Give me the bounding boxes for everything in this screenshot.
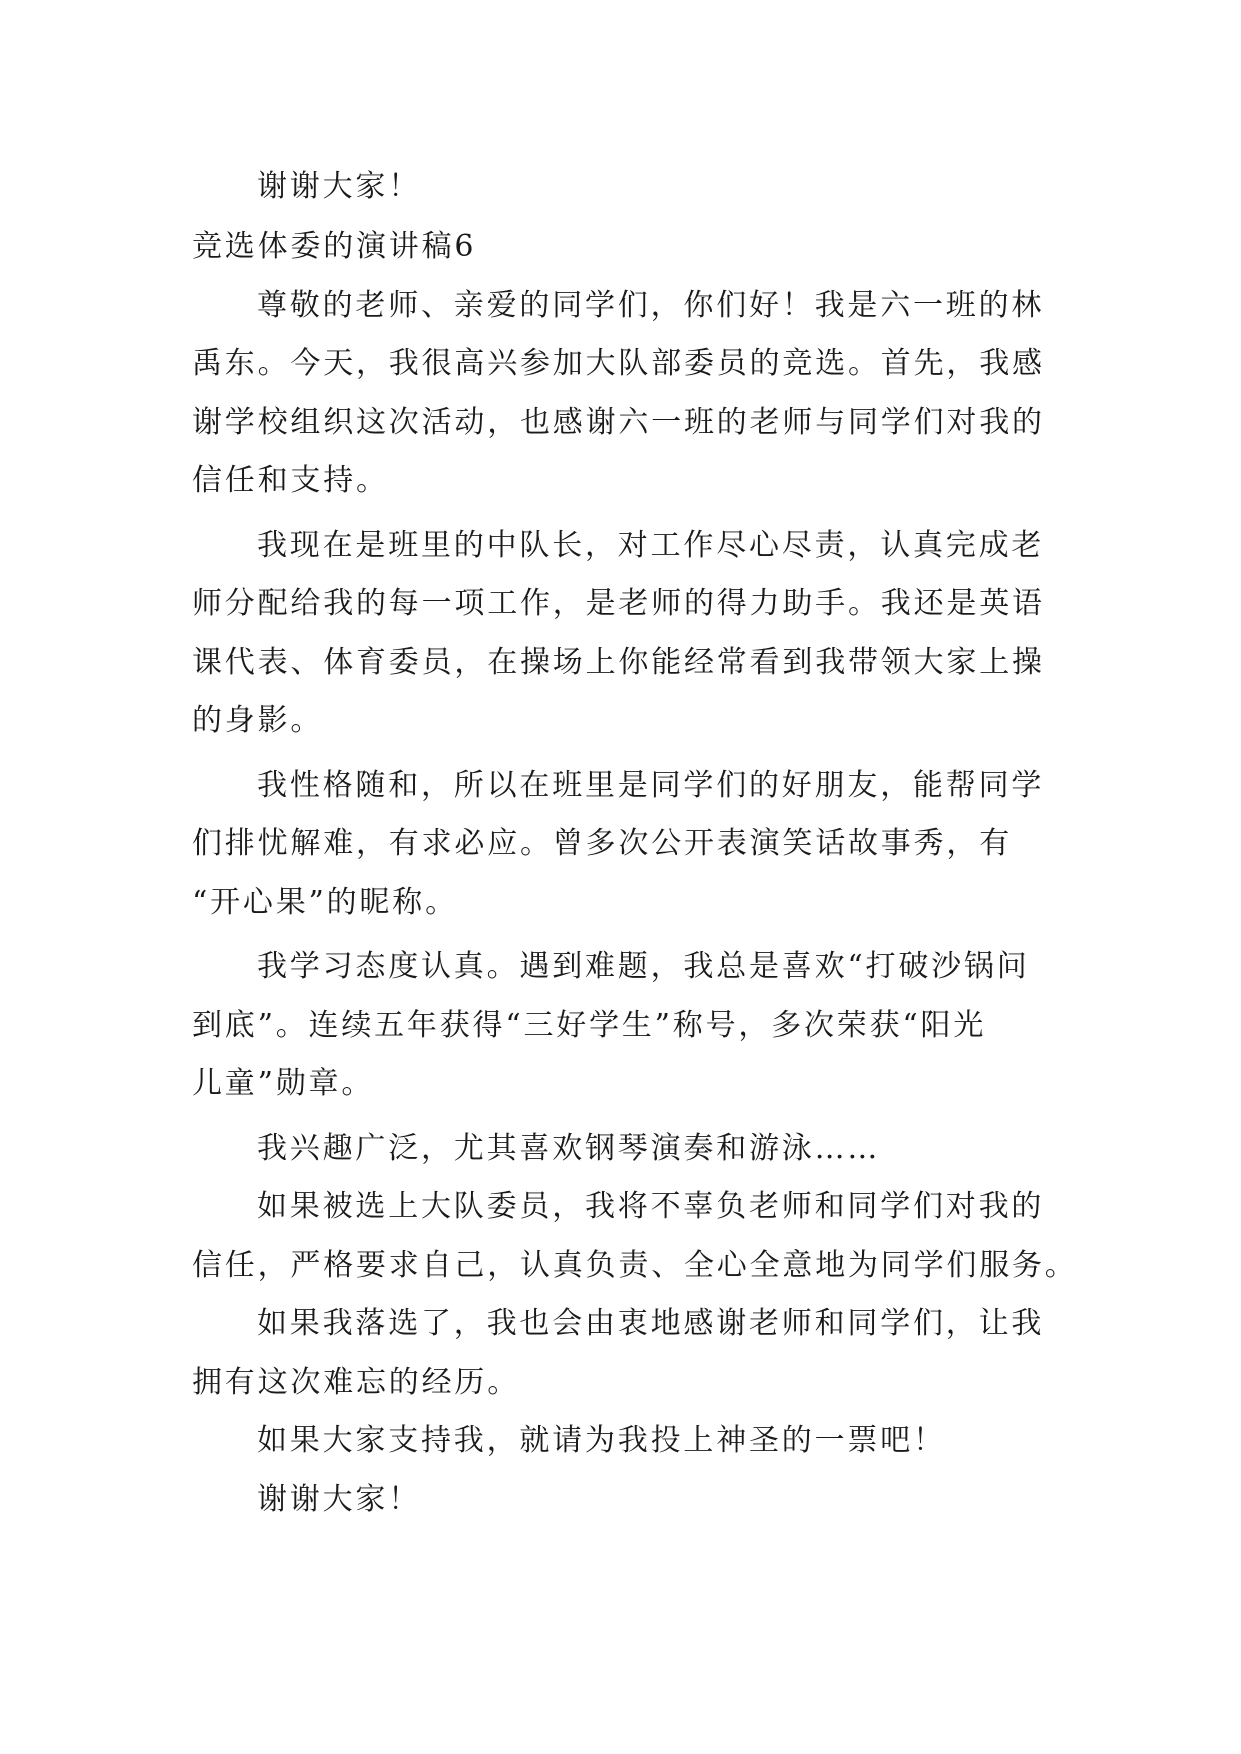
paragraph-6-line-1: 如果被选上大队委员，我将不辜负老师和同学们对我的 [257,1189,1045,1224]
closing-thanks-previous: 谢谢大家！ [257,169,421,204]
paragraph-1-line-4: 信任和支持。 [192,463,389,498]
paragraph-3-line-1: 我性格随和，所以在班里是同学们的好朋友，能帮同学 [257,767,1045,803]
paragraph-5-line-1: 我兴趣广泛，尤其喜欢钢琴演奏和游泳…… [257,1130,881,1166]
paragraph-1-line-1: 尊敬的老师、亲爱的同学们，你们好！我是六一班的林 [257,287,1045,323]
section-title: 竞选体委的演讲稿6 [192,228,477,264]
paragraph-4-line-3: 儿童”勋章。 [192,1066,375,1101]
paragraph-1-line-3: 谢学校组织这次活动，也感谢六一班的老师与同学们对我的 [192,404,1045,440]
paragraph-4-line-1: 我学习态度认真。遇到难题，我总是喜欢“打破沙锅问 [257,949,1030,984]
paragraph-4-line-2: 到底”。连续五年获得“三好学生”称号，多次荣获“阳光 [192,1007,987,1043]
paragraph-7-line-2: 拥有这次难忘的经历。 [192,1364,520,1400]
paragraph-6-line-2: 信任，严格要求自己，认真负责、全心全意地为同学们服务。 [192,1247,1078,1283]
paragraph-2-line-1: 我现在是班里的中队长，对工作尽心尽责，认真完成老 [257,527,1045,563]
paragraph-1-line-2: 禹东。今天，我很高兴参加大队部委员的竞选。首先，我感 [192,346,1045,381]
paragraph-3-line-3: “开心果”的昵称。 [192,884,458,920]
paragraph-8-line-1: 如果大家支持我，就请为我投上神圣的一票吧！ [257,1423,946,1458]
document-body [192,158,1078,1529]
paragraph-2-line-3: 课代表、体育委员，在操场上你能经常看到我带领大家上操 [192,644,1045,680]
paragraph-3-line-2: 们排忧解难，有求必应。曾多次公开表演笑话故事秀，有 [192,826,1012,861]
paragraph-7-line-1: 如果我落选了，我也会由衷地感谢老师和同学们，让我 [257,1306,1045,1341]
closing-thanks: 谢谢大家！ [257,1481,421,1517]
paragraph-2-line-4: 的身影。 [192,703,324,738]
paragraph-2-line-2: 师分配给我的每一项工作，是老师的得力助手。我还是英语 [192,586,1045,621]
